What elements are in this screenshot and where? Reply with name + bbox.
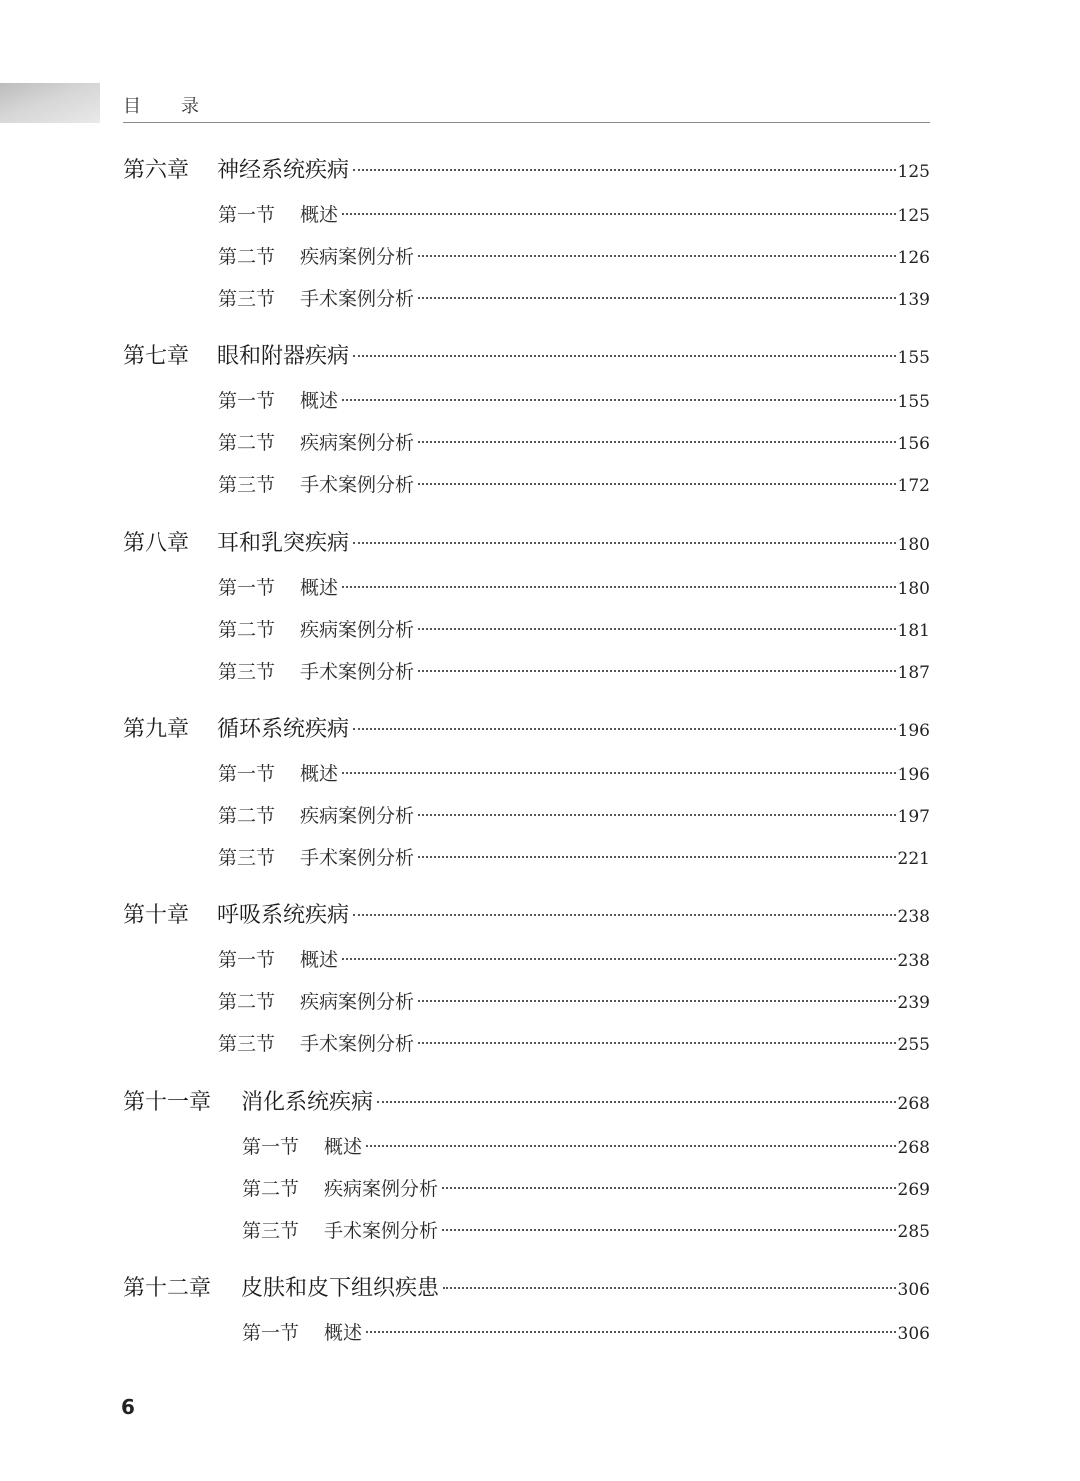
section-title: 概述 bbox=[300, 949, 339, 971]
dot-leader bbox=[418, 628, 896, 630]
dot-leader bbox=[443, 1287, 896, 1289]
dot-leader bbox=[442, 1187, 896, 1189]
page-number: 155 bbox=[897, 348, 930, 368]
dot-leader bbox=[353, 542, 896, 544]
chapter-number: 第九章 bbox=[123, 717, 190, 742]
page-number: 196 bbox=[897, 765, 930, 785]
page-number: 238 bbox=[897, 907, 930, 927]
section-title: 概述 bbox=[300, 577, 339, 599]
section-title: 概述 bbox=[324, 1322, 363, 1344]
chapter-number: 第十章 bbox=[123, 903, 190, 928]
dot-leader bbox=[353, 914, 896, 916]
page-number: 125 bbox=[897, 206, 930, 226]
toc-chapter-12[interactable] bbox=[123, 1271, 930, 1302]
chapter-number: 第六章 bbox=[123, 158, 190, 183]
page-number: 172 bbox=[897, 476, 930, 496]
page-number: 306 bbox=[897, 1324, 930, 1344]
dot-leader bbox=[342, 213, 896, 215]
dot-leader bbox=[342, 958, 896, 960]
toc-section[interactable] bbox=[218, 428, 930, 455]
dot-leader bbox=[377, 1101, 896, 1103]
page-number: 221 bbox=[897, 849, 930, 869]
section-title: 手术案例分析 bbox=[300, 1033, 415, 1055]
section-title: 疾病案例分析 bbox=[300, 246, 415, 268]
page-number: 125 bbox=[897, 162, 930, 182]
chapter-number: 第八章 bbox=[123, 531, 190, 556]
toc-section[interactable] bbox=[218, 1029, 930, 1056]
toc-chapter-11[interactable] bbox=[123, 1085, 930, 1116]
toc-section[interactable] bbox=[242, 1216, 930, 1243]
toc-section[interactable] bbox=[218, 945, 930, 972]
toc-section[interactable] bbox=[242, 1318, 930, 1345]
toc-chapter-9[interactable] bbox=[123, 712, 930, 743]
page-number: 180 bbox=[897, 535, 930, 555]
toc-chapter-7[interactable] bbox=[123, 339, 930, 370]
dot-leader bbox=[418, 814, 896, 816]
toc-section[interactable] bbox=[218, 987, 930, 1014]
chapter-title: 呼吸系统疾病 bbox=[217, 903, 350, 928]
section-title: 疾病案例分析 bbox=[300, 991, 415, 1013]
toc-section[interactable] bbox=[242, 1132, 930, 1159]
page-number: 306 bbox=[897, 1280, 930, 1300]
section-title: 手术案例分析 bbox=[300, 474, 415, 496]
chapter-title: 眼和附器疾病 bbox=[217, 344, 350, 369]
toc-section[interactable] bbox=[218, 615, 930, 642]
section-title: 概述 bbox=[324, 1136, 363, 1158]
section-number: 第三节 bbox=[218, 661, 276, 683]
toc-section[interactable] bbox=[218, 242, 930, 269]
chapter-title: 神经系统疾病 bbox=[217, 158, 350, 183]
section-number: 第一节 bbox=[218, 577, 276, 599]
page-header bbox=[123, 90, 930, 123]
page-number: 238 bbox=[897, 951, 930, 971]
section-title: 手术案例分析 bbox=[300, 288, 415, 310]
toc-section[interactable] bbox=[218, 200, 930, 227]
toc-section[interactable] bbox=[218, 759, 930, 786]
section-title: 手术案例分析 bbox=[324, 1220, 439, 1242]
dot-leader bbox=[366, 1145, 896, 1147]
toc-section[interactable] bbox=[218, 843, 930, 870]
section-number: 第一节 bbox=[218, 204, 276, 226]
dot-leader bbox=[418, 255, 896, 257]
section-number: 第三节 bbox=[218, 847, 276, 869]
toc-section[interactable] bbox=[218, 470, 930, 497]
toc-section[interactable] bbox=[218, 801, 930, 828]
dot-leader bbox=[418, 856, 896, 858]
dot-leader bbox=[418, 670, 896, 672]
chapter-title: 耳和乳突疾病 bbox=[217, 531, 350, 556]
chapter-title: 皮肤和皮下组织疾患 bbox=[241, 1276, 440, 1301]
section-number: 第二节 bbox=[218, 619, 276, 641]
section-number: 第三节 bbox=[242, 1220, 300, 1242]
chapter-title: 消化系统疾病 bbox=[241, 1090, 374, 1115]
toc-section[interactable] bbox=[242, 1174, 930, 1201]
section-number: 第二节 bbox=[218, 246, 276, 268]
section-number: 第三节 bbox=[218, 474, 276, 496]
chapter-number: 第十一章 bbox=[123, 1090, 212, 1115]
toc-section[interactable] bbox=[218, 657, 930, 684]
page-number: 155 bbox=[897, 392, 930, 412]
header-title: 目录 bbox=[123, 96, 239, 117]
dot-leader bbox=[418, 1042, 896, 1044]
page-number: 126 bbox=[897, 248, 930, 268]
chapter-number: 第七章 bbox=[123, 344, 190, 369]
dot-leader bbox=[342, 586, 896, 588]
page-number: 197 bbox=[897, 807, 930, 827]
toc-chapter-8[interactable] bbox=[123, 526, 930, 557]
section-number: 第三节 bbox=[218, 1033, 276, 1055]
section-title: 概述 bbox=[300, 204, 339, 226]
section-number: 第一节 bbox=[242, 1322, 300, 1344]
section-number: 第二节 bbox=[218, 805, 276, 827]
dot-leader bbox=[442, 1229, 896, 1231]
dot-leader bbox=[418, 483, 896, 485]
section-number: 第一节 bbox=[218, 949, 276, 971]
page-number: 181 bbox=[897, 621, 930, 641]
section-number: 第一节 bbox=[218, 763, 276, 785]
dot-leader bbox=[342, 772, 896, 774]
page-number: 268 bbox=[897, 1094, 930, 1114]
section-number: 第三节 bbox=[218, 288, 276, 310]
section-title: 手术案例分析 bbox=[300, 661, 415, 683]
section-title: 疾病案例分析 bbox=[300, 432, 415, 454]
toc-chapter-6[interactable] bbox=[123, 153, 930, 184]
page-number: 285 bbox=[897, 1222, 930, 1242]
dot-leader bbox=[366, 1331, 896, 1333]
section-title: 手术案例分析 bbox=[300, 847, 415, 869]
chapter-title: 循环系统疾病 bbox=[217, 717, 350, 742]
corner-tab-decoration bbox=[0, 83, 100, 123]
toc-section[interactable] bbox=[218, 284, 930, 311]
dot-leader bbox=[342, 399, 896, 401]
toc-section[interactable] bbox=[218, 386, 930, 413]
page-number: 187 bbox=[897, 663, 930, 683]
section-title: 疾病案例分析 bbox=[324, 1178, 439, 1200]
dot-leader bbox=[418, 297, 896, 299]
section-number: 第二节 bbox=[242, 1178, 300, 1200]
section-title: 疾病案例分析 bbox=[300, 619, 415, 641]
page-number: 269 bbox=[897, 1180, 930, 1200]
page-number: 139 bbox=[897, 290, 930, 310]
section-title: 概述 bbox=[300, 763, 339, 785]
page-number: 255 bbox=[897, 1035, 930, 1055]
page-number: 239 bbox=[897, 993, 930, 1013]
toc-chapter-10[interactable] bbox=[123, 898, 930, 929]
section-title: 概述 bbox=[300, 390, 339, 412]
page-number: 180 bbox=[897, 579, 930, 599]
page-number: 156 bbox=[897, 434, 930, 454]
dot-leader bbox=[418, 1000, 896, 1002]
page-number: 196 bbox=[897, 721, 930, 741]
page-folio: 6 bbox=[121, 1395, 135, 1419]
toc-section[interactable] bbox=[218, 573, 930, 600]
section-number: 第二节 bbox=[218, 991, 276, 1013]
dot-leader bbox=[418, 441, 896, 443]
dot-leader bbox=[353, 728, 896, 730]
section-number: 第一节 bbox=[218, 390, 276, 412]
chapter-number: 第十二章 bbox=[123, 1276, 212, 1301]
page-number: 268 bbox=[897, 1138, 930, 1158]
section-number: 第一节 bbox=[242, 1136, 300, 1158]
dot-leader bbox=[353, 169, 896, 171]
dot-leader bbox=[353, 355, 896, 357]
section-number: 第二节 bbox=[218, 432, 276, 454]
section-title: 疾病案例分析 bbox=[300, 805, 415, 827]
